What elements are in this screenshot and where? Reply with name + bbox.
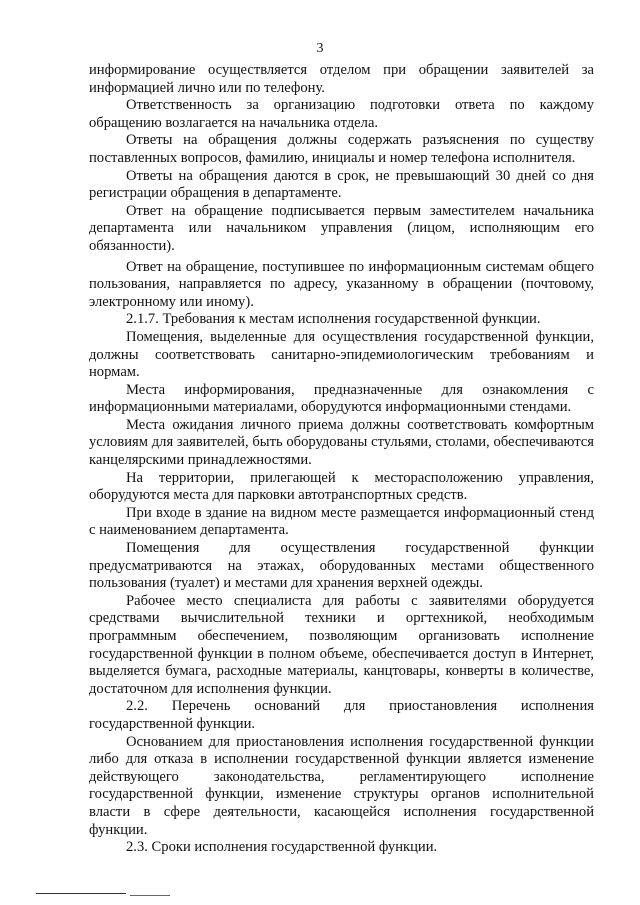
footer-rule <box>36 893 126 894</box>
paragraph-12: При входе в здание на видном месте размещается информационный стенд с наименованием департамента. <box>89 504 594 539</box>
paragraph-6: Ответ на обращение, поступившее по информационным системам общего пользования, направляется по адресу, указанному в обращении (почтовому, электронному или иному). <box>89 258 594 310</box>
paragraph-11: На территории, прилегающей к месторасположению управления, оборудуются места для парковки автотранспортных средств. <box>89 469 594 504</box>
page-number: 3 <box>316 41 324 56</box>
section-heading-2-2: 2.2. Перечень оснований для приостановления исполнения государственной функции. <box>89 698 594 732</box>
paragraph-2: Ответственность за организацию подготовки ответа по каждому обращению возлагается на начальника отдела. <box>89 97 594 131</box>
paragraph-13: Помещения для осуществления государственной функции предусматриваются на этажах, оборудованных местами общественного пользования (туалет) и местами для хранения верхней одежды. <box>89 540 594 592</box>
paragraph-9: Места информирования, предназначенные для ознакомления с информационными материалами, оборудуются информационными стендами. <box>89 381 594 416</box>
document-body <box>89 62 594 857</box>
paragraph-14: Рабочее место специалиста для работы с заявителями оборудуется средствами вычислительной техники и оргтехникой, необходимым программным обеспечением, позволяющим организовать исполнение государственной функции в полном объеме, обеспечивается доступ в Интернет, выделяется бумага, расходные материалы, канцтовары, конверты в количестве, достаточном для исполнения функции. <box>89 592 594 697</box>
paragraph-16: Основанием для приостановления исполнения государственной функции либо для отказа в исполнении государственной функции является изменение действующего законодательства, регламентирующего исполнение государственной функции, изменение структуры органов исполнительной власти в сфере деятельности, касающейся исполнения государственной функции. <box>89 733 594 838</box>
paragraph-3: Ответы на обращения должны содержать разъяснения по существу поставленных вопросов, фамилию, инициалы и номер телефона исполнителя. <box>89 132 594 166</box>
paragraph-8: Помещения, выделенные для осуществления государственной функции, должны соответствовать санитарно-эпидемиологическим требованиям и нормам. <box>89 328 594 381</box>
paragraph-5: Ответ на обращение подписывается первым заместителем начальника департамента или начальником управления (лицом, исполняющим его обязанности). <box>89 202 594 254</box>
paragraph-4: Ответы на обращения даются в срок, не превышающий 30 дней со дня регистрации обращения в департаменте. <box>89 167 594 202</box>
section-heading-2-1-7: 2.1.7. Требования к местам исполнения государственной функции. <box>126 311 541 328</box>
section-heading-2-3: 2.3. Сроки исполнения государственной функции. <box>126 839 438 856</box>
paragraph-1: информирование осуществляется отделом при обращении заявителей за информацией лично или по телефону. <box>89 62 594 96</box>
paragraph-10: Места ожидания личного приема должны соответствовать комфортным условиям для заявителей, быть оборудованы стульями, столами, обеспечиваются канцелярскими принадлежностями. <box>89 416 594 469</box>
footer-rule-short <box>130 895 170 896</box>
